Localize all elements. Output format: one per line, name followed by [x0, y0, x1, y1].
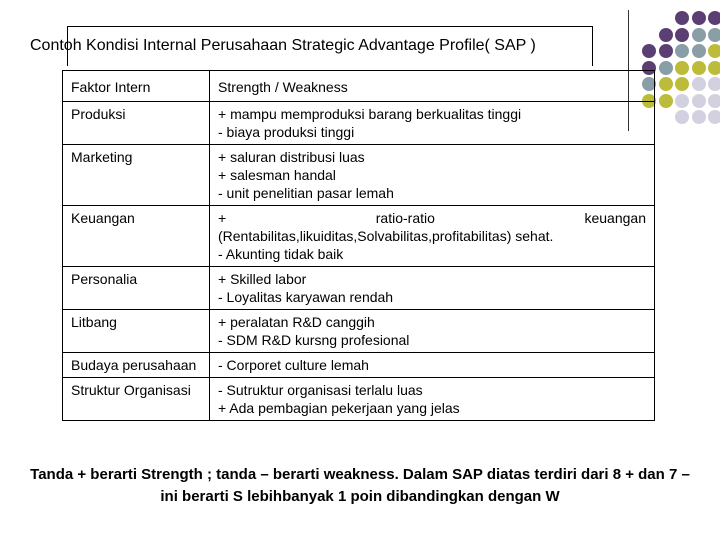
- detail-line: - biaya produksi tinggi: [218, 124, 355, 140]
- decorative-dot: [675, 11, 689, 25]
- decorative-dot: [692, 11, 706, 25]
- decorative-dot: [692, 77, 706, 91]
- table-row: [63, 206, 655, 267]
- detail-word: +: [218, 210, 227, 226]
- decorative-dot: [708, 44, 720, 58]
- detail-cell: [210, 145, 655, 206]
- decorative-dot: [708, 110, 720, 124]
- table-row: [63, 353, 655, 378]
- decorative-dot: [675, 44, 689, 58]
- table-header-row: [63, 71, 655, 102]
- detail-line: - Akunting tidak baik: [218, 246, 344, 262]
- factor-cell: Produksi: [63, 102, 210, 145]
- detail-line: + salesman handal: [218, 167, 336, 183]
- decorative-dot: [692, 94, 706, 108]
- detail-line: + Skilled labor: [218, 271, 307, 287]
- decorative-dot: [692, 61, 706, 75]
- decorative-dot: [675, 61, 689, 75]
- detail-line: (Rentabilitas,likuiditas,Solvabilitas,profitabilitas) sehat.: [218, 228, 554, 244]
- decorative-dot: [675, 28, 689, 42]
- table-row: [63, 102, 655, 145]
- detail-line-justified: [218, 209, 646, 227]
- decorative-dot: [692, 44, 706, 58]
- table-row: [63, 145, 655, 206]
- table-row: [63, 378, 655, 421]
- factor-cell: Struktur Organisasi: [63, 378, 210, 421]
- decorative-dot: [708, 11, 720, 25]
- detail-line: - Sutruktur organisasi terlalu luas: [218, 382, 423, 398]
- decorative-dot: [675, 110, 689, 124]
- detail-cell: [210, 310, 655, 353]
- footnote-line-1: Tanda + berarti Strength ; tanda – berarti weakness. Dalam SAP diatas terdiri dari 8 + dan 7 –: [28, 464, 692, 486]
- decorative-dot: [708, 61, 720, 75]
- detail-line: - Corporet culture lemah: [218, 357, 369, 373]
- decorative-dot: [659, 28, 673, 42]
- detail-line: - unit penelitian pasar lemah: [218, 185, 394, 201]
- decorative-dot: [659, 61, 673, 75]
- detail-line: - Loyalitas karyawan rendah: [218, 289, 394, 305]
- sap-table: [62, 70, 655, 421]
- decorative-dot: [692, 28, 706, 42]
- page-title: Contoh Kondisi Internal Perusahaan Strategic Advantage Profile( SAP ): [30, 37, 536, 54]
- factor-cell: Marketing: [63, 145, 210, 206]
- decorative-dot: [708, 28, 720, 42]
- decorative-dot: [675, 94, 689, 108]
- decorative-dot: [659, 94, 673, 108]
- table-row: [63, 267, 655, 310]
- detail-line: - SDM R&D kursng profesional: [218, 332, 410, 348]
- detail-line: + peralatan R&D canggih: [218, 314, 375, 330]
- decorative-dot: [659, 77, 673, 91]
- decorative-dot: [675, 77, 689, 91]
- detail-cell: [210, 353, 655, 378]
- factor-cell: Budaya perusahaan: [63, 353, 210, 378]
- footnote-line-2: ini berarti S lebihbanyak 1 poin dibandingkan dengan W: [158, 486, 561, 508]
- header-strength-weakness: Strength / Weakness: [210, 71, 655, 102]
- factor-cell: Personalia: [63, 267, 210, 310]
- decorative-dot: [708, 94, 720, 108]
- detail-line: + Ada pembagian pekerjaan yang jelas: [218, 400, 460, 416]
- detail-line: + saluran distribusi luas: [218, 149, 365, 165]
- header-faktor-intern: Faktor Intern: [63, 71, 210, 102]
- detail-cell: [210, 378, 655, 421]
- decorative-dot: [642, 44, 656, 58]
- detail-word: keuangan: [584, 210, 646, 226]
- factor-cell: Keuangan: [63, 206, 210, 267]
- decorative-dot: [708, 77, 720, 91]
- detail-word: ratio-ratio: [375, 210, 435, 226]
- detail-line: + mampu memproduksi barang berkualitas tinggi: [218, 106, 522, 122]
- footnote: [0, 464, 720, 508]
- detail-cell: [210, 206, 655, 267]
- decorative-dot: [659, 44, 673, 58]
- table-row: [63, 310, 655, 353]
- factor-cell: Litbang: [63, 310, 210, 353]
- detail-cell: [210, 267, 655, 310]
- decorative-dot: [692, 110, 706, 124]
- detail-cell: [210, 102, 655, 145]
